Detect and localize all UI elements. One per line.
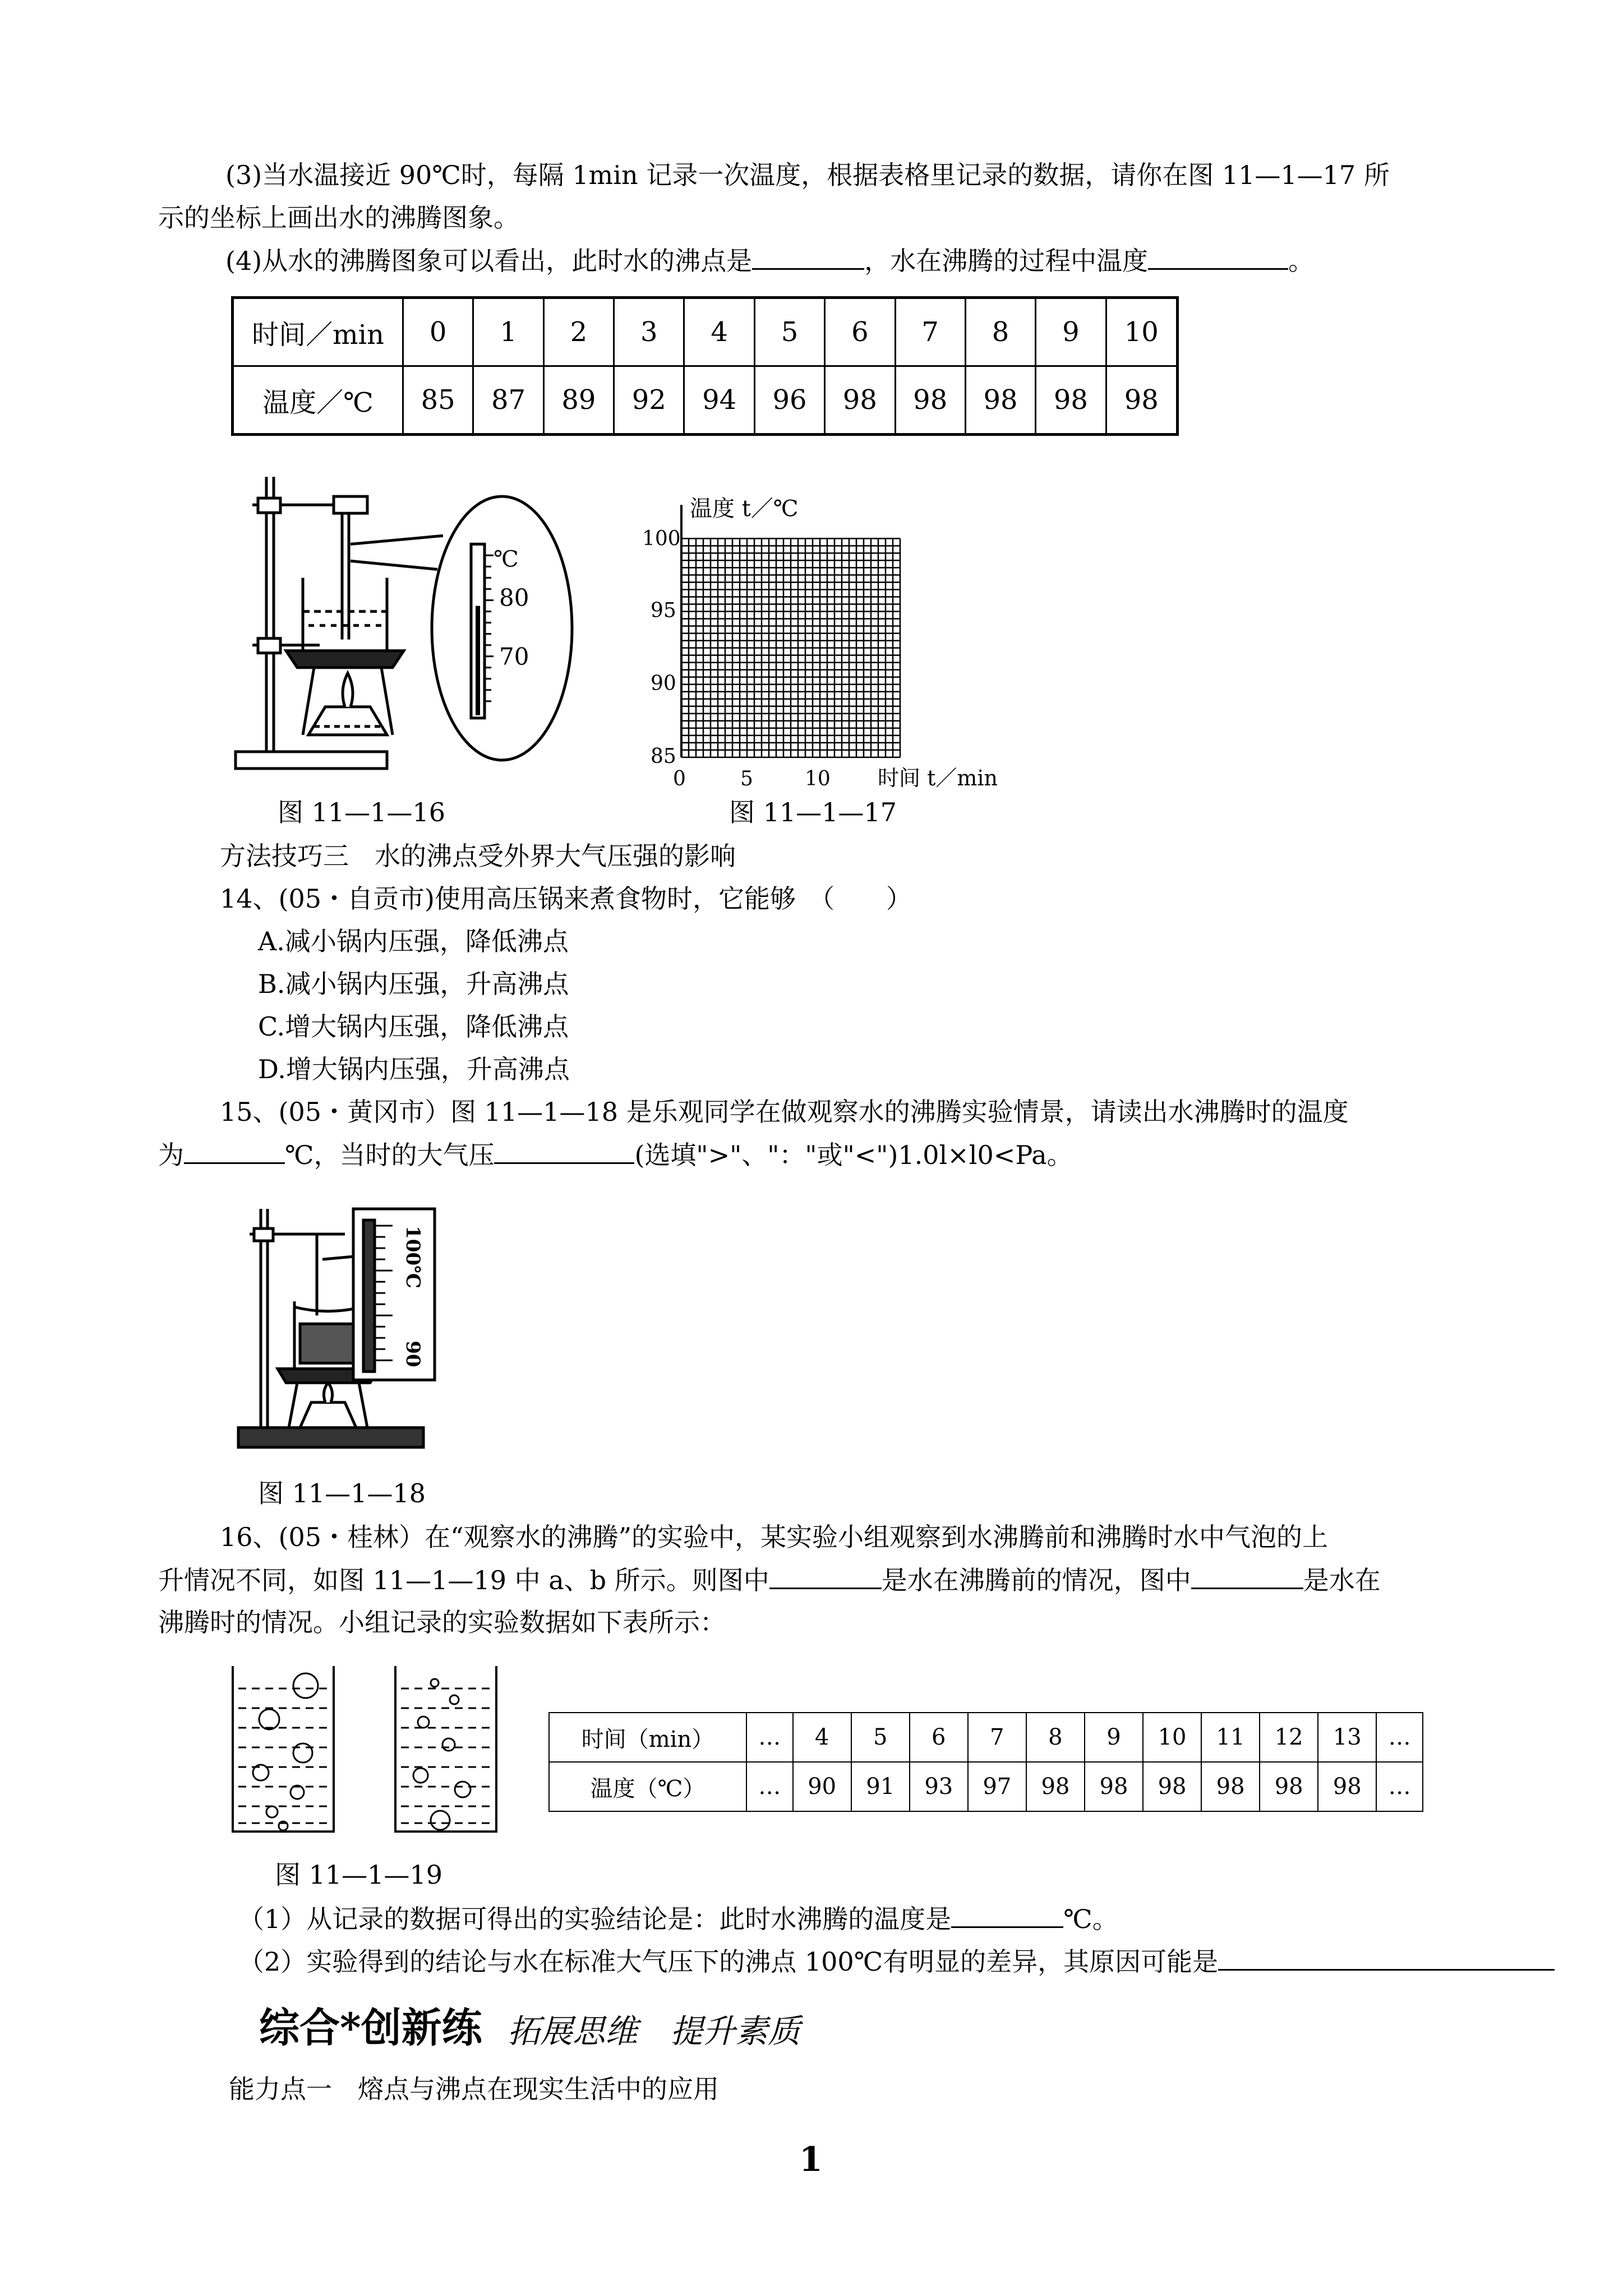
q16-text-a: 升情况不同，如图 11—1—19 中 a、b 所示。则图中 (158, 1565, 769, 1595)
table1-temp-cell: 87 (473, 366, 543, 435)
table1-time-cell: 9 (1036, 298, 1106, 366)
q14-option-c[interactable]: C.增大锅内压强，降低沸点 (258, 1011, 569, 1042)
table1-temp-cell: 98 (1036, 366, 1106, 435)
figure-11-1-17-grid (631, 488, 1023, 802)
fig16-unit: ℃ (494, 546, 519, 572)
q16-line3: 沸腾时的情况。小组记录的实验数据如下表所示： (158, 1607, 726, 1637)
table2-label-temp: 温度（℃） (549, 1762, 746, 1811)
q15-blank-temperature[interactable] (184, 1138, 285, 1164)
fig16-caption: 图 11—1—16 (278, 797, 445, 827)
table2-temp-cell: 98 (1260, 1762, 1318, 1811)
table2-time-cell: … (746, 1713, 793, 1762)
table1-time-cell: 4 (684, 298, 754, 366)
table1-temp-cell: 85 (403, 366, 473, 435)
section-title: 综合*创新练 (259, 2004, 482, 2051)
table1-temp-cell: 89 (543, 366, 614, 435)
method-tip-3: 方法技巧三 水的沸点受外界大气压强的影响 (220, 841, 736, 871)
fig16-tick-80: 80 (499, 584, 529, 611)
table2-temp-cell: 98 (1085, 1762, 1143, 1811)
table2-time-cell: 5 (851, 1713, 910, 1762)
q16-text-c: 是水在 (1303, 1565, 1381, 1595)
table2-temp-cell: … (746, 1762, 793, 1811)
table2-temp-cell: 90 (793, 1762, 851, 1811)
table1-temp-cell: 98 (825, 366, 895, 435)
table1-row-temp (233, 366, 1178, 435)
table2-temp-cell: … (1376, 1762, 1423, 1811)
fig18-scale-100: 100℃ (402, 1226, 424, 1289)
fig17-ytick-90: 90 (651, 672, 676, 695)
fig17-caption: 图 11—1—17 (729, 797, 897, 827)
table2-temp-cell: 97 (968, 1762, 1026, 1811)
q16-line2 (158, 1563, 1381, 1597)
data-table-2 (548, 1712, 1423, 1812)
table1-label-temp: 温度／℃ (233, 366, 403, 435)
fig16-tick-70: 70 (499, 643, 529, 670)
section-subtitle: 拓展思维 提升素质 (508, 2012, 801, 2050)
q16-blank-before-boiling[interactable] (769, 1563, 882, 1589)
fig17-ytick-95: 95 (651, 599, 676, 622)
table2-temp-cell: 98 (1318, 1762, 1376, 1811)
table1-temp-cell: 98 (895, 366, 965, 435)
table2-time-cell: 12 (1260, 1713, 1318, 1762)
table1-row-time (233, 298, 1178, 366)
q15-line2 (158, 1138, 1073, 1172)
figure-11-1-18-apparatus (233, 1203, 446, 1456)
table1-time-cell: 7 (895, 298, 965, 366)
table1-time-cell: 0 (403, 298, 473, 366)
q16-sub1-blank[interactable] (951, 1902, 1063, 1928)
fig17-ytick-85: 85 (651, 745, 676, 768)
q4-line (225, 243, 1314, 278)
fig17-xtick-5: 5 (740, 767, 753, 790)
table2-time-cell: 7 (968, 1713, 1026, 1762)
table2-label-time: 时间（min） (549, 1713, 746, 1762)
table1-temp-cell: 94 (684, 366, 754, 435)
table1-time-cell: 5 (754, 298, 824, 366)
q4-blank-boiling-point[interactable] (752, 243, 864, 270)
q16-sub1 (238, 1902, 1118, 1936)
table2-time-cell: 9 (1085, 1713, 1143, 1762)
table1-temp-cell: 98 (1106, 366, 1177, 435)
q4-blank-temperature[interactable] (1148, 243, 1288, 270)
fig17-ylabel: 温度 t／℃ (690, 496, 799, 522)
table1-temp-cell: 96 (754, 366, 824, 435)
table2-time-cell: 4 (793, 1713, 851, 1762)
q15-blank-pressure[interactable] (494, 1138, 634, 1164)
figure-11-1-16-apparatus (230, 471, 623, 785)
fig17-xtick-0: 0 (673, 767, 686, 790)
fig18-scale-90: 90 (402, 1341, 424, 1368)
fig17-ytick-100: 100 (642, 527, 681, 550)
q3-line2: 示的坐标上画出水的沸腾图象。 (158, 203, 519, 233)
q16-sub2-text: （2）实验得到的结论与水在标准大气压下的沸点 100℃有明显的差异，其原因可能是 (238, 1947, 1219, 1977)
q14-option-a[interactable]: A.减小锅内压强，降低沸点 (258, 926, 569, 956)
table2-time-cell: 13 (1318, 1713, 1376, 1762)
q15-text-c: (选填">"、"："或"<")1.0l×l0<Pa。 (634, 1140, 1073, 1170)
q4-text-2: ，水在沸腾的过程中温度 (864, 246, 1149, 276)
figure-11-1-19-beakers (227, 1660, 519, 1840)
table2-time-cell: 10 (1143, 1713, 1201, 1762)
q15-line1: 15、(05・黄冈市）图 11—1—18 是乐观同学在做观察水的沸腾实验情景，请读出水沸腾时的温度 (220, 1097, 1349, 1127)
table2-time-cell: 8 (1026, 1713, 1085, 1762)
q15-text-a: 为 (158, 1140, 184, 1170)
q15-text-b: ℃，当时的大气压 (285, 1140, 495, 1170)
data-table-1 (231, 296, 1179, 436)
table1-time-cell: 1 (473, 298, 543, 366)
fig18-caption: 图 11—1—18 (258, 1478, 426, 1508)
table1-time-cell: 2 (543, 298, 614, 366)
fig19-caption: 图 11—1—19 (275, 1860, 442, 1890)
q16-sub2-blank[interactable] (1218, 1944, 1555, 1971)
q3-line1: (3)当水温接近 90℃时，每隔 1min 记录一次温度，根据表格里记录的数据，请你在图 11—1—17 所 (225, 160, 1390, 190)
table2-temp-cell: 91 (851, 1762, 910, 1811)
table1-time-cell: 10 (1106, 298, 1177, 366)
ability-point-1: 能力点一 熔点与沸点在现实生活中的应用 (229, 2074, 719, 2104)
table2-time-cell: … (1376, 1713, 1423, 1762)
table1-temp-cell: 98 (965, 366, 1035, 435)
q4-text-3: 。 (1288, 246, 1315, 276)
table1-temp-cell: 92 (614, 366, 684, 435)
table1-label-time: 时间／min (233, 298, 403, 366)
table2-time-cell: 6 (910, 1713, 968, 1762)
q14-option-b[interactable]: B.减小锅内压强，升高沸点 (258, 969, 569, 999)
q16-text-b: 是水在沸腾前的情况，图中 (881, 1565, 1191, 1595)
q16-sub2 (238, 1944, 1555, 1978)
table2-temp-cell: 93 (910, 1762, 968, 1811)
page-number: 1 (799, 2140, 823, 2179)
fig17-xtick-10: 10 (805, 767, 831, 790)
q4-text-1: (4)从水的沸腾图象可以看出，此时水的沸点是 (225, 246, 753, 276)
table2-temp-cell: 98 (1143, 1762, 1201, 1811)
table2-row-temp (549, 1762, 1423, 1811)
table2-row-time (549, 1713, 1423, 1762)
table1-time-cell: 6 (825, 298, 895, 366)
q16-blank-during-boiling[interactable] (1191, 1563, 1303, 1589)
q16-line1: 16、(05・桂林）在“观察水的沸腾”的实验中，某实验小组观察到水沸腾前和沸腾时水中气泡的上 (220, 1522, 1329, 1552)
table1-time-cell: 8 (965, 298, 1035, 366)
fig17-xlabel: 时间 t／min (878, 766, 998, 790)
q16-sub1-text-a: （1）从记录的数据可得出的实验结论是：此时水沸腾的温度是 (238, 1904, 952, 1934)
q14-stem: 14、(05・自贡市)使用高压锅来煮食物时，它能够 （ ） (220, 884, 912, 914)
q14-option-d[interactable]: D.增大锅内压强，升高沸点 (258, 1054, 570, 1084)
table2-temp-cell: 98 (1026, 1762, 1085, 1811)
table1-time-cell: 3 (614, 298, 684, 366)
table2-temp-cell: 98 (1201, 1762, 1260, 1811)
q16-sub1-text-b: ℃。 (1063, 1904, 1118, 1934)
table2-time-cell: 11 (1201, 1713, 1260, 1762)
